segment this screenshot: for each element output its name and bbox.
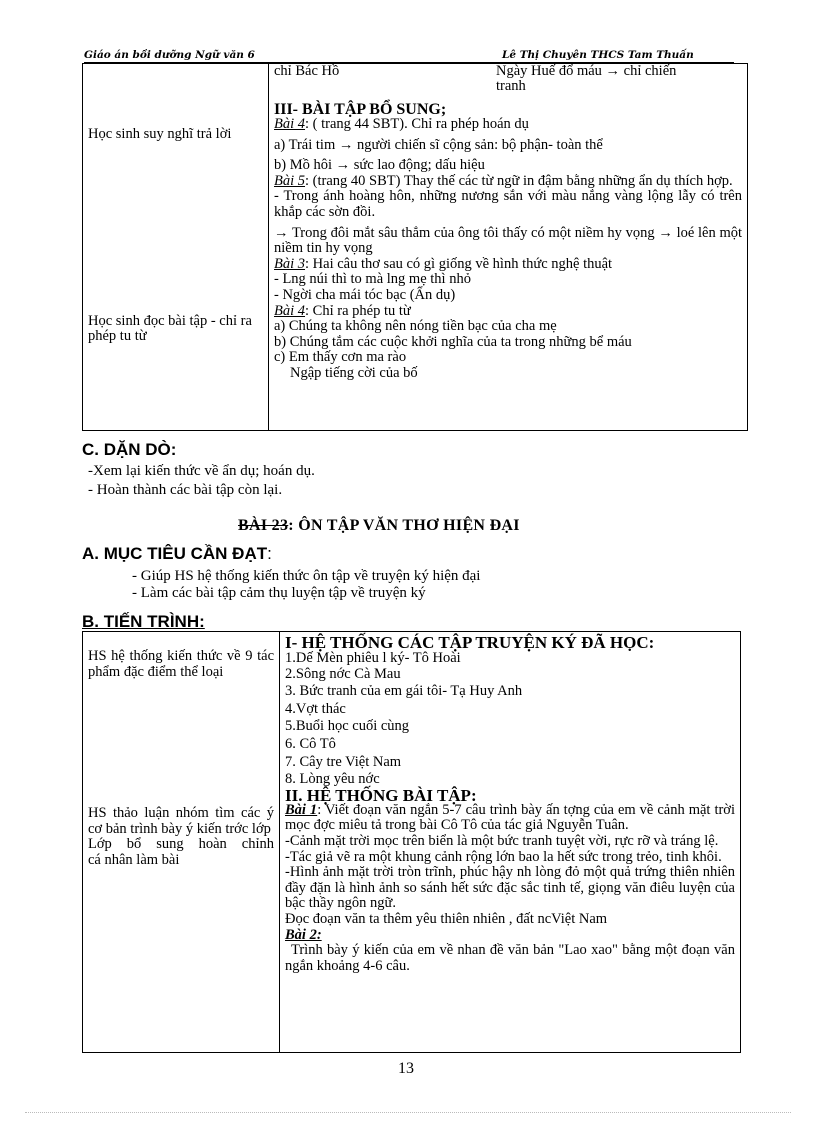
b4-b: b) Mồ hôi → sức lao động; dấu hiệu	[274, 157, 485, 174]
b5-line2: → Trong đôi mắt sâu thẳm của ông tôi thấy có một niềm hy vọng → loé lên một niềm tin hy vọng	[274, 224, 742, 257]
table2-section2-title: II. HỆ THỐNG BÀI TẬP:	[285, 785, 477, 805]
section-c-title: C. DẶN DÒ:	[82, 440, 177, 459]
bai1-text: : Viết đoạn văn ngắn 5-7 câu trình bày ấn tợng của em về cảnh mặt trời mọc đợc miêu tả trong bài Cô Tô của tác giả Nguyễn Tuân.	[285, 801, 735, 834]
table1-section-title: III- BÀI TẬP BỔ SUNG;	[274, 101, 447, 118]
lesson-label: BÀI 23	[238, 517, 289, 534]
story-item: 8. Lòng yêu nớc	[285, 771, 380, 788]
b3-line2: - Ngời cha mái tóc bạc (Ẩn dụ)	[274, 286, 456, 303]
story-item: 7. Cây tre Việt Nam	[285, 753, 402, 770]
bai1-point4: Đọc đoạn văn ta thêm yêu thiên nhiên , đất ncViệt Nam	[285, 910, 608, 927]
story-item: 1.Dế Mèn phiêu l ký- Tô Hoài	[285, 650, 461, 666]
table1-read-text: Học sinh đọc bài tập - chỉ ra phép tu từ	[88, 312, 252, 345]
b4-text: : ( trang 44 SBT). Chỉ ra phép hoán dụ	[305, 116, 529, 132]
story-item: 6. Cô Tô	[285, 735, 336, 752]
bai1-point3: -Hình ảnh mặt trời tròn trĩnh, phúc hậy nh lòng đỏ một quả trứng thiên nhiên đầy đặn là hình ảnh so sánh hết sức đặc sắc tinh tế, giọng văn điêu luyện của bậc thầy ngôn ngữ.	[285, 864, 735, 912]
story-item: 2.Sông nớc Cà Mau	[285, 665, 401, 682]
table1-right-cell	[269, 64, 748, 431]
b4b-a: a) Chúng ta không nên nóng tiền bạc của cha mẹ	[274, 318, 557, 335]
table1-top-left: chỉ Bác Hồ	[274, 63, 340, 79]
bai2-text: Trình bày ý kiến của em về nhan đề văn bản "Lao xao" bằng một đoạn văn ngắn khoảng 4-6 câu.	[285, 942, 735, 974]
page-number: 13	[398, 1060, 414, 1077]
bai1-point1: -Cảnh mặt trời mọc trên biển là một bức tranh tuyệt vời, rực rỡ và tráng lệ.	[285, 832, 719, 849]
story-item: 4.Vợt thác	[285, 700, 346, 717]
table2-disc3: cá nhân làm bài	[88, 851, 180, 868]
table2-left-cell	[83, 632, 280, 1053]
exercise-table-1	[82, 63, 748, 431]
b4b-text: : Chỉ ra phép tu từ	[305, 302, 411, 319]
story-list	[285, 651, 735, 788]
table1-think-text: Học sinh suy nghĩ trả lời	[88, 126, 232, 142]
table2-disc1: HS thảo luận nhóm tìm các ý cơ bản trình bày ý kiến trớc lớp	[88, 805, 274, 837]
lesson-heading	[238, 517, 520, 535]
section-a-line2: - Làm các bài tập cảm thụ luyện tập về truyện ký	[132, 585, 426, 601]
section-c-line2: - Hoàn thành các bài tập còn lại.	[88, 482, 283, 498]
bai1-point2: -Tác giả vẽ ra một khung cảnh rộng lớn bao la hết sức trong trẻo, tinh khôi.	[285, 848, 722, 865]
b4b-c2: Ngập tiếng cời của bố	[290, 364, 418, 381]
bai2-label: Bài 2:	[285, 926, 322, 943]
table2-right-cell	[280, 632, 741, 1053]
b4-label: Bài 4	[274, 116, 306, 132]
b5-text: : (trang 40 SBT) Thay thế các từ ngữ in đậm bằng những ẩn dụ thích hợp.	[305, 172, 733, 189]
bai1-label: Bài 1	[285, 801, 318, 818]
b4b-label: Bài 4	[274, 302, 306, 319]
table2-section1-title: I- HỆ THỐNG CÁC TẬP TRUYỆN KÝ ĐÃ HỌC:	[285, 633, 655, 652]
footer-dotted-rule	[25, 1112, 791, 1113]
table1-top-right: Ngày Huế đổ máu → chỉ chiến tranh	[496, 63, 677, 94]
section-a-line1: - Giúp HS hệ thống kiến thức ôn tập về truyện ký hiện đại	[132, 568, 481, 584]
b3-text: : Hai câu thơ sau có gì giống về hình thức nghệ thuật	[305, 255, 613, 272]
header-left: Giáo án bồi dưỡng Ngữ văn 6	[84, 49, 255, 61]
table2-sys-text: HS hệ thống kiến thức về 9 tác phẩm đặc điểm thể loại	[88, 648, 274, 680]
b5-label: Bài 5	[274, 172, 306, 189]
lesson-title: : ÔN TẬP VĂN THƠ HIỆN ĐẠI	[288, 517, 520, 534]
b3-line1: - Lng núi thì to mà lng mẹ thì nhỏ	[274, 271, 471, 288]
story-item: 5.Buổi học cuối cùng	[285, 718, 410, 735]
section-c-line1: -Xem lại kiến thức về ẩn dụ; hoán dụ.	[88, 463, 315, 479]
header-right: Lê Thị Chuyên THCS Tam Thuấn	[502, 49, 694, 61]
b5-line1: - Trong ánh hoàng hôn, những nương sắn với màu nắng vàng lộng lẫy có trên khắp các sờn đồi.	[274, 188, 742, 220]
section-a-title: A. MỤC TIÊU CẦN ĐẠT	[82, 544, 268, 563]
exercise-table-2	[82, 631, 741, 1053]
table1-left-cell	[83, 64, 269, 431]
b4b-c: c) Em thấy cơn ma rào	[274, 349, 407, 366]
b4b-b: b) Chúng tắm các cuộc khởi nghĩa của ta trong những bể máu	[274, 333, 632, 350]
section-a-heading	[82, 544, 272, 564]
b4-a: a) Trái tim → người chiến sĩ cộng sản: bộ phận- toàn thể	[274, 136, 603, 153]
section-a-colon: :	[267, 544, 272, 563]
table2-disc2: Lớp bổ sung hoàn chỉnh	[88, 836, 274, 853]
b3-label: Bài 3	[274, 255, 306, 272]
section-b-title: B. TIẾN TRÌNH:	[82, 612, 205, 631]
story-item: 3. Bức tranh của em gái tôi- Tạ Huy Anh	[285, 683, 523, 700]
